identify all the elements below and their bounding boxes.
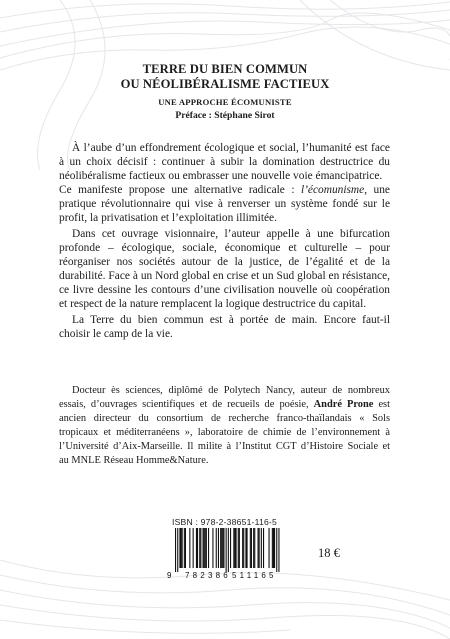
blurb-line: réorganiser nos sociétés autour de la justice, de l’égalité et de la xyxy=(59,256,390,268)
barcode-bar xyxy=(181,528,182,568)
blurb-text: , une xyxy=(364,184,390,196)
barcode-bar xyxy=(274,528,275,568)
blurb-line: profit, la privatisation et l’exploitation illimitée. xyxy=(59,212,277,224)
barcode-bar xyxy=(205,528,206,568)
barcode-bar xyxy=(177,528,178,572)
barcode-bar xyxy=(204,528,205,568)
barcode-bar xyxy=(258,528,259,568)
barcode-bar xyxy=(208,528,209,568)
barcode-bar xyxy=(243,528,244,568)
blurb-line: La Terre du bien commun est à portée de main. Encore faut-il xyxy=(72,314,390,326)
barcode-bar xyxy=(269,528,270,568)
barcode-bar xyxy=(245,528,246,568)
barcode-bar xyxy=(276,528,277,572)
barcode-bar xyxy=(230,528,231,568)
blurb-line: choisir le camp de la vie. xyxy=(59,328,173,340)
blurb-line: à un choix décisif : continuer à subir la domination destructrice du xyxy=(59,156,390,168)
author-name: André Prone xyxy=(313,399,374,410)
barcode-bar xyxy=(189,528,190,568)
blurb-line: pratique révolutionnaire qui vise à renverser un système fondé sur le xyxy=(59,198,390,210)
author-bio-line: Docteur ès sciences, diplômé de Polytech Nancy, auteur de nombreux xyxy=(72,385,390,396)
price-label: 18 € xyxy=(318,546,340,560)
barcode-bar xyxy=(259,528,260,568)
barcode-bar xyxy=(218,528,219,568)
barcode-right-digits: 511165 xyxy=(232,571,277,580)
barcode-bar xyxy=(228,528,229,572)
blurb-line: néolibéralisme factieux ou embrasser une nouvelle voie émancipatrice. xyxy=(59,170,383,182)
barcode-bar xyxy=(273,528,274,568)
barcode-bar xyxy=(179,528,180,568)
blurb-line: À l’aube d’un effondrement écologique et social, l’humanité est face xyxy=(72,142,390,154)
barcode-bar xyxy=(250,528,251,568)
barcode-bar xyxy=(238,528,239,568)
barcode-bar xyxy=(263,528,264,568)
barcode-bar xyxy=(193,528,194,568)
barcode-bar xyxy=(206,528,207,568)
barcode-bar xyxy=(239,528,240,568)
barcode-bar xyxy=(223,528,224,568)
barcode-first-digit: 9 xyxy=(167,571,172,580)
barcode-bar xyxy=(221,528,222,568)
author-bio-line: l’Université d’Aix-Marseille. Il milite à l’Institut CGT d’Histoire Sociale et xyxy=(59,441,390,452)
author-bio-line: au MNLE Réseau Homme&Nature. xyxy=(59,455,209,466)
ecomunisme-emphasis: l’écomunisme xyxy=(300,184,365,196)
barcode-bar xyxy=(261,528,262,568)
author-bio-line-with-name xyxy=(59,398,390,412)
blurb-line: ce livre dessine les contours d’une civilisation nouvelle où coopération xyxy=(59,284,390,296)
blurb-line: durabilité. Face à un Nord global en crise et un Sud global en résistance, xyxy=(59,270,390,282)
barcode-bar xyxy=(254,528,255,568)
barcode-bar xyxy=(203,528,204,568)
barcode-bar xyxy=(200,528,201,568)
barcode-bar xyxy=(234,528,235,568)
barcode-bar xyxy=(182,528,183,568)
isbn-label: ISBN : 978-2-38651-116-5 xyxy=(172,517,277,527)
bio-text: essais, d’ouvrages scientifiques et de recueils de poésie, xyxy=(59,399,314,410)
barcode-bar xyxy=(226,528,227,572)
blurb-text: Ce manifeste propose une alternative radicale : xyxy=(59,184,301,196)
book-title-line-1: TERRE DU BIEN COMMUN xyxy=(142,62,308,76)
barcode-bar xyxy=(272,528,273,568)
barcode-bar xyxy=(212,528,213,568)
barcode-bar xyxy=(236,528,237,568)
book-title-line-2: OU NÉOLIBÉRALISME FACTIEUX xyxy=(120,77,330,91)
barcode-bar xyxy=(196,528,197,568)
barcode-bar xyxy=(184,528,185,568)
barcode-bar xyxy=(199,528,200,568)
barcode-bar xyxy=(233,528,234,568)
barcode-bar xyxy=(216,528,217,568)
barcode-bar xyxy=(253,528,254,568)
blurb-line-with-emphasis xyxy=(59,183,390,197)
ean13-barcode xyxy=(166,527,282,580)
barcode-left-digits: 782386 xyxy=(185,571,231,580)
blurb-line: et respect de la nature remplacent la logique destructrice du capital. xyxy=(59,298,367,310)
barcode-bar xyxy=(222,528,223,568)
barcode-bar xyxy=(278,528,279,572)
author-bio-line: ancien directeur du consortium de recherche franco-thaïlandais « Sols xyxy=(59,413,390,424)
barcode-bar xyxy=(247,528,248,568)
barcode-bar xyxy=(242,528,243,568)
blurb-line: profonde – écologique, sociale, économique et culturelle – pour xyxy=(59,242,390,254)
barcode-bar xyxy=(251,528,252,568)
barcode-bar xyxy=(197,528,198,568)
bio-text: est xyxy=(373,399,390,410)
barcode-bar xyxy=(175,528,176,572)
book-subtitle: UNE APPROCHE ÉCOMUNISTE xyxy=(158,97,292,107)
barcode-bar xyxy=(185,528,186,568)
blurb-line: Dans cet ouvrage visionnaire, l’auteur appelle à une bifurcation xyxy=(72,228,390,240)
barcode-bar xyxy=(220,528,221,568)
author-bio-line: tropicaux et méditerranéens », laboratoire de chimie de l’environnement à xyxy=(59,427,390,438)
preface-credit: Préface : Stéphane Sirot xyxy=(175,110,275,121)
